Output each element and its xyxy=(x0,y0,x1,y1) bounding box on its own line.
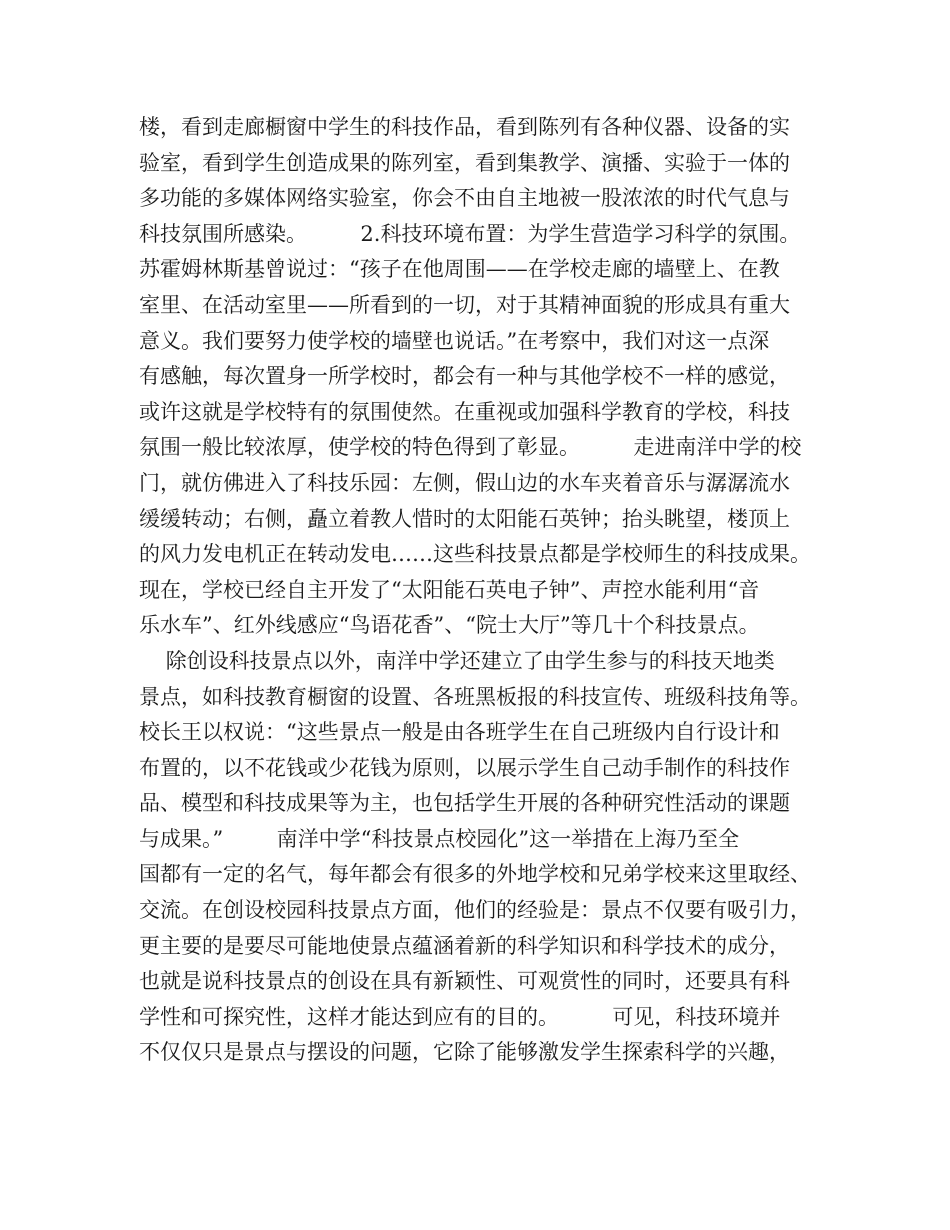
text-line: 更主要的是要尽可能地使景点蕴涵着新的科学知识和科学技术的成分， xyxy=(139,933,790,958)
text-line: 品、模型和科技成果等为主，也包括学生开展的各种研究性活动的课题 xyxy=(139,791,790,816)
text-line: 除创设科技景点以外，南洋中学还建立了由学生参与的科技天地类 xyxy=(139,648,775,673)
text-line: 学性和可探究性，这样才能达到应有的目的。 可见，科技环境并 xyxy=(139,1004,781,1029)
text-line: 校长王以权说：“这些景点一般是由各班学生在自己班级内自行设计和 xyxy=(139,720,780,745)
text-line: 交流。在创设校园科技景点方面，他们的经验是：景点不仅要有吸引力， xyxy=(139,898,811,923)
text-line: 景点，如科技教育橱窗的设置、各班黑板报的科技宣传、班级科技角等。 xyxy=(139,684,811,709)
text-line: 门，就仿佛进入了科技乐园：左侧，假山边的水车夹着音乐与潺潺流水 xyxy=(139,470,790,495)
text-line: 缓缓转动；右侧，矗立着教人惜时的太阳能石英钟；抬头眺望，楼顶上 xyxy=(139,506,790,531)
text-line: 苏霍姆林斯基曾说过：“孩子在他周围——在学校走廊的墙壁上、在教 xyxy=(139,257,780,282)
text-line: 氛围一般比较浓厚，使学校的特色得到了彰显。 走进南洋中学的校 xyxy=(139,435,802,460)
text-line: 或许这就是学校特有的氛围使然。在重视或加强科学教育的学校，科技 xyxy=(139,399,790,424)
text-line: 有感触，每次置身一所学校时，都会有一种与其他学校不一样的感觉， xyxy=(139,364,790,389)
text-line: 室里、在活动室里——所看到的一切，对于其精神面貌的形成具有重大 xyxy=(139,292,790,317)
body-text xyxy=(139,110,839,1071)
text-line: 的风力发电机正在转动发电……这些科技景点都是学校师生的科技成果。 xyxy=(139,542,811,567)
text-line: 楼，看到走廊橱窗中学生的科技作品，看到陈列有各种仪器、设备的实 xyxy=(139,115,790,139)
text-line: 多功能的多媒体网络实验室，你会不由自主地被一股浓浓的时代气息与 xyxy=(139,186,790,211)
text-line: 与成果。” 南洋中学“科技景点校园化”这一举措在上海乃至全 xyxy=(139,826,740,851)
text-line: 国都有一定的名气，每年都会有很多的外地学校和兄弟学校来这里取经、 xyxy=(139,862,811,887)
text-line: 布置的，以不花钱或少花钱为原则，以展示学生自己动手制作的科技作 xyxy=(139,755,790,780)
text-line: 意义。我们要努力使学校的墙壁也说话。”在考察中，我们对这一点深 xyxy=(139,328,770,353)
text-line: 现在，学校已经自主开发了“太阳能石英电子钟”、声控水能利用“音 xyxy=(139,577,760,602)
text-line: 乐水车”、红外线感应“鸟语花香”、“院士大厅”等几十个科技景点。 xyxy=(139,613,760,638)
text-line: 也就是说科技景点的创设在具有新颖性、可观赏性的同时，还要具有科 xyxy=(139,969,790,994)
text-line: 不仅仅只是景点与摆设的问题，它除了能够激发学生探索科学的兴趣， xyxy=(139,1040,790,1065)
text-line: 科技氛围所感染。 2.科技环境布置：为学生营造学习科学的氛围。 xyxy=(139,221,801,246)
text-line: 验室，看到学生创造成果的陈列室，看到集教学、演播、实验于一体的 xyxy=(139,150,790,175)
